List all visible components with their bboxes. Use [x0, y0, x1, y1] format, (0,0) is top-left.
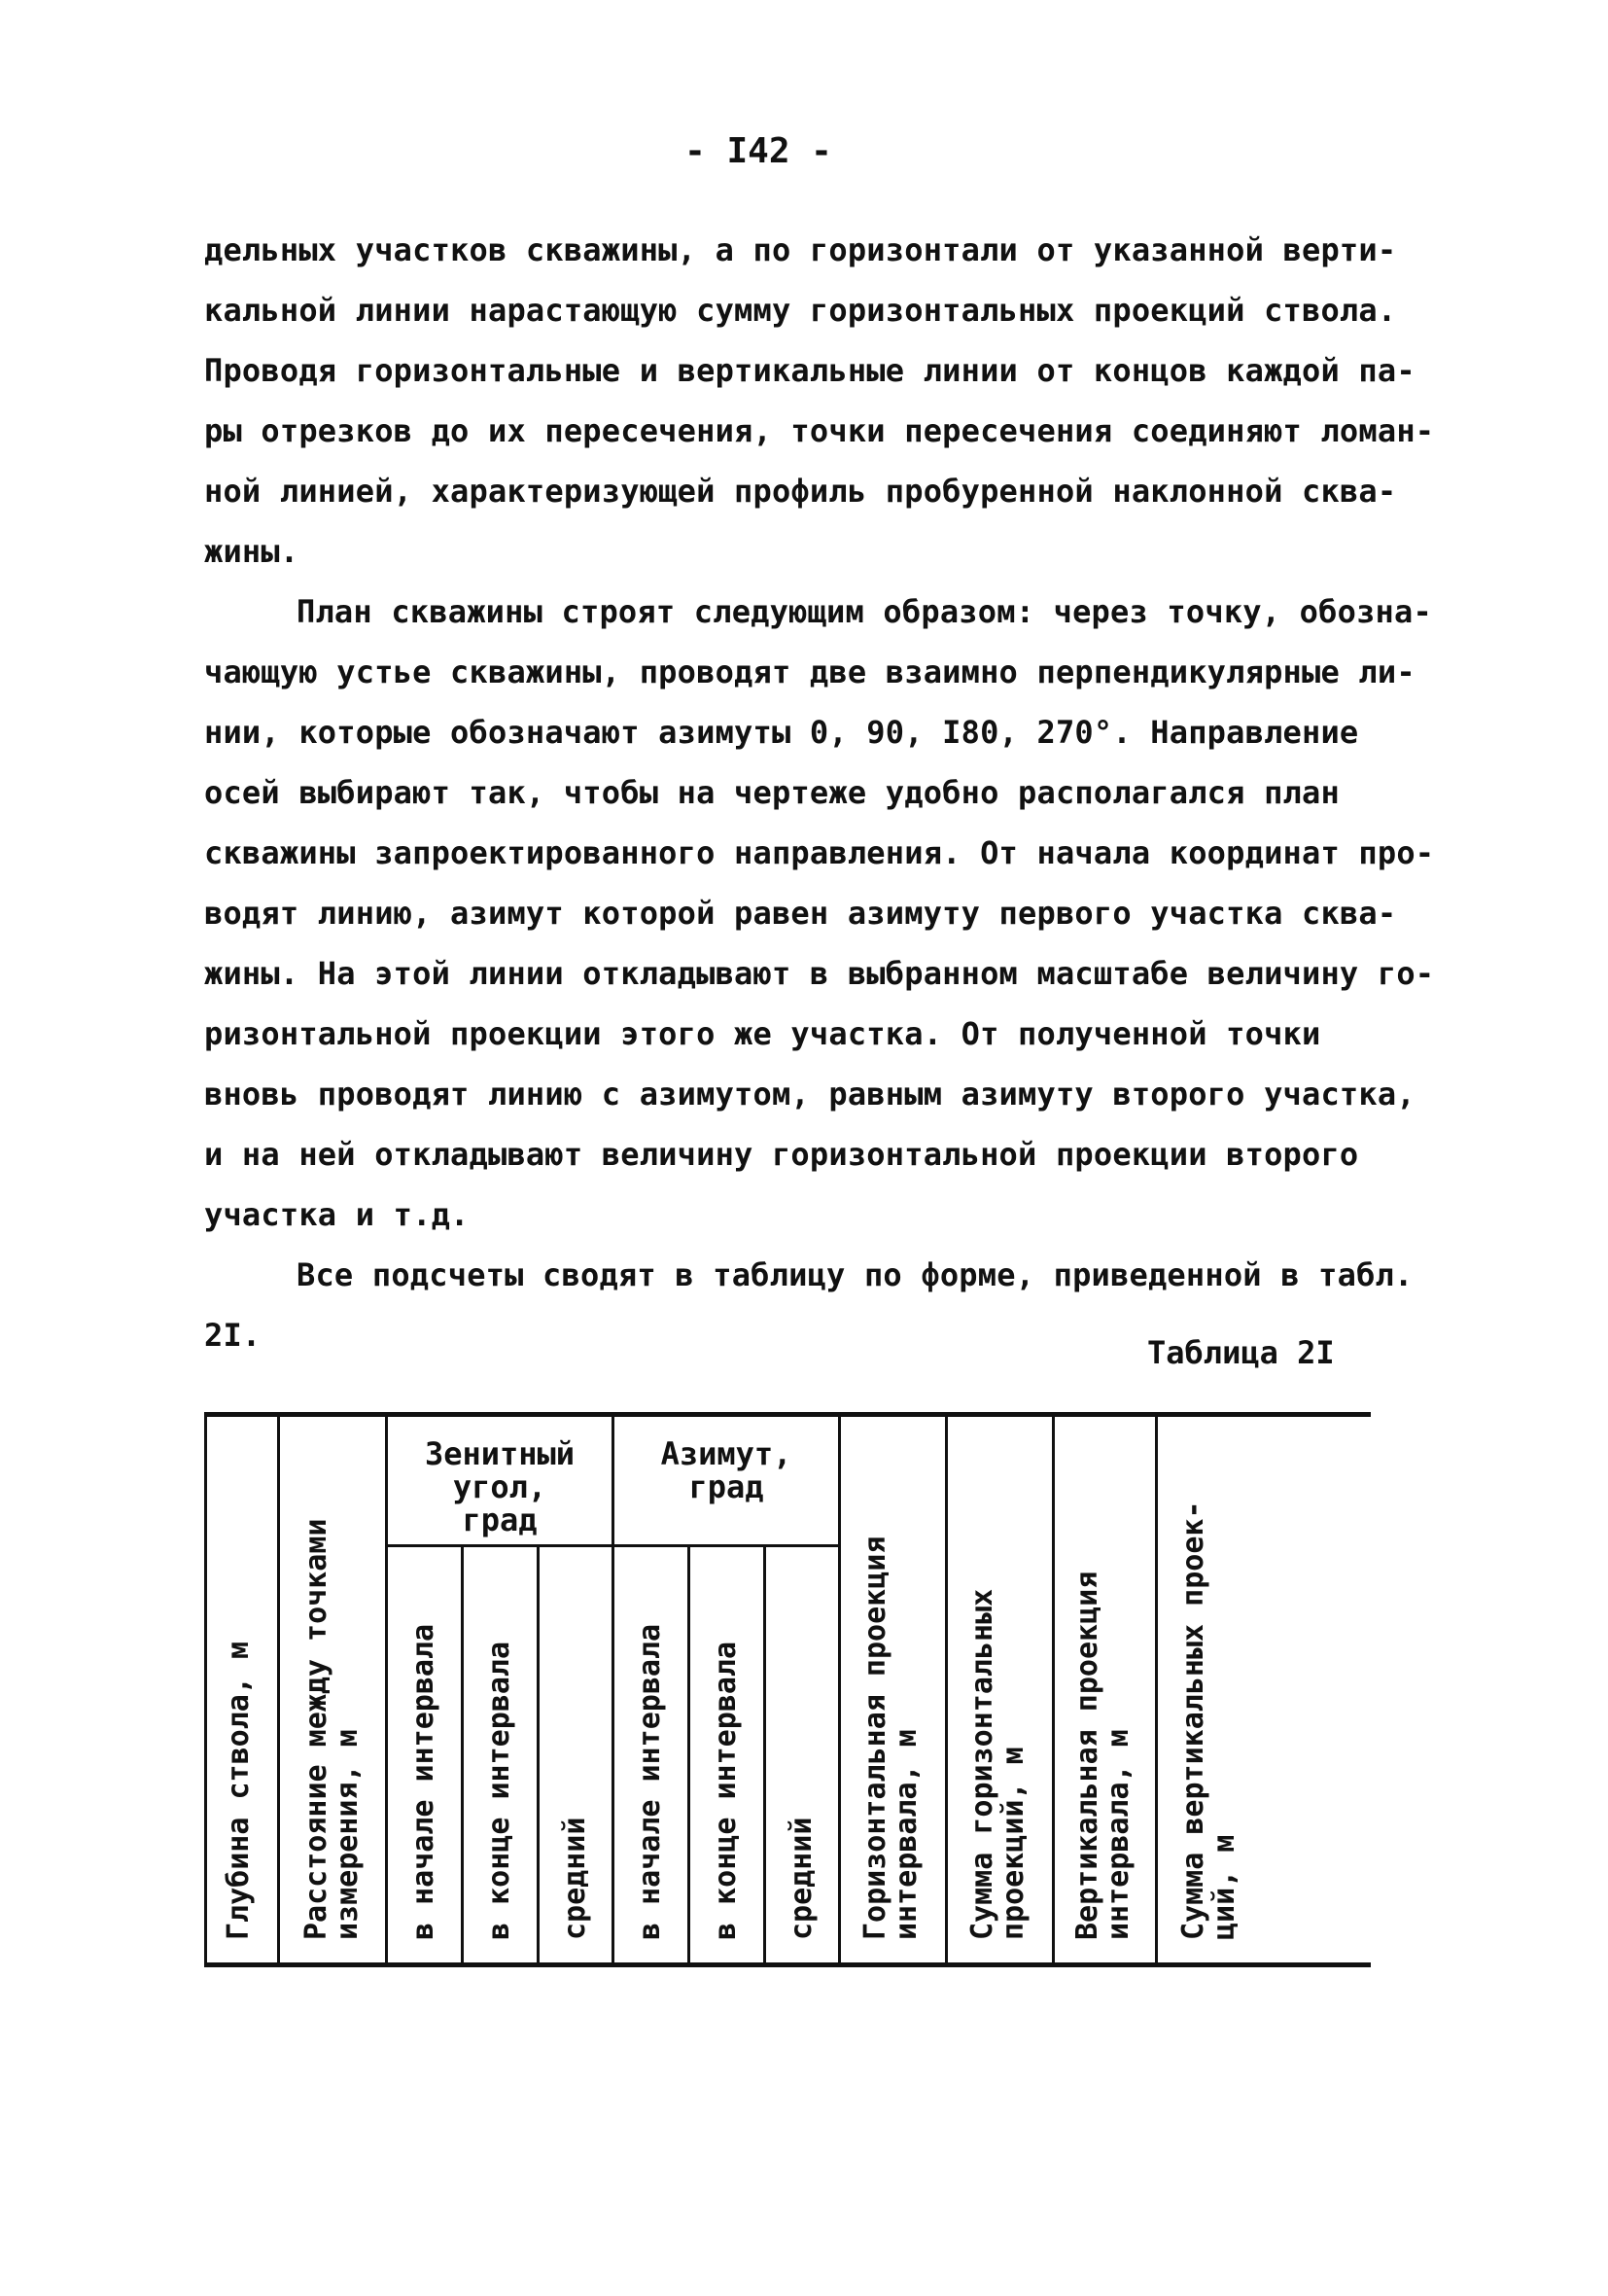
- text-line: дельных участков скважины, а по горизонтали от указанной верти-: [204, 231, 1397, 268]
- zenith-start-header: в начале интервала: [406, 1623, 440, 1940]
- text-line: нии, которые обозначают азимуты 0, 90, I80, 270°. Направление: [204, 714, 1359, 751]
- text-line: План скважины строят следующим образом: через точку, обозна-: [297, 593, 1432, 630]
- text-line: вновь проводят линию с азимутом, равным азимуту второго участка,: [204, 1076, 1416, 1113]
- text-line: осей выбирают так, чтобы на чертеже удобно располагался план: [204, 774, 1340, 811]
- distance-column-header: Расстояние между точками измерения, м: [299, 1518, 365, 1940]
- text-line: 2I.: [204, 1317, 262, 1354]
- text-line: водят линию, азимут которой равен азимуту первого участка сква-: [204, 895, 1397, 932]
- text-line: жины. На этой линии откладывают в выбранном масштабе величину го-: [204, 955, 1435, 992]
- text-line: и на ней откладывают величину горизонтальной проекции второго: [204, 1136, 1359, 1173]
- text-line: ры отрезков до их пересечения, точки пересечения соединяют ломан-: [204, 412, 1435, 449]
- text-line: участка и т.д.: [204, 1196, 470, 1233]
- azimuth-start-header: в начале интервала: [633, 1623, 667, 1940]
- sum-horizontal-projections-header: Сумма горизонтальных проекций, м: [965, 1588, 1031, 1940]
- azimuth-group-header: Азимут, град: [660, 1435, 792, 1505]
- zenith-group-header: Зенитный угол, град: [424, 1435, 576, 1538]
- table-bottom-rule: [204, 1962, 1371, 1967]
- zenith-average-header: средний: [558, 1817, 592, 1940]
- azimuth-end-header: в конце интервала: [709, 1641, 743, 1940]
- page-number: - I42 -: [684, 131, 832, 171]
- horizontal-projection-header: Горизонтальная проекция интервала, м: [858, 1536, 924, 1940]
- text-line: жины.: [204, 533, 299, 570]
- vertical-projection-header: Вертикальная проекция интервала, м: [1070, 1571, 1136, 1940]
- sum-vertical-projections-header: Сумма вертикальных проек- ций, м: [1176, 1501, 1241, 1940]
- depth-column-header: Глубина ствола, м: [222, 1641, 256, 1940]
- text-line: Проводя горизонтальные и вертикальные линии от концов каждой па-: [204, 352, 1416, 389]
- text-line: Все подсчеты сводят в таблицу по форме, приведенной в табл.: [297, 1256, 1414, 1293]
- text-line: чающую устье скважины, проводят две взаимно перпендикулярные ли-: [204, 653, 1416, 690]
- table-caption: Таблица 2I: [1147, 1334, 1335, 1371]
- text-line: ной линией, характеризующей профиль пробуренной наклонной сква-: [204, 473, 1397, 510]
- text-line: ризонтальной проекции этого же участка. От полученной точки: [204, 1015, 1321, 1052]
- table-top-rule: [204, 1412, 1371, 1417]
- azimuth-average-header: средний: [785, 1817, 819, 1940]
- zenith-end-header: в конце интервала: [482, 1641, 516, 1940]
- text-line: скважины запроектированного направления. От начала координат про-: [204, 834, 1435, 871]
- text-line: кальной линии нарастающую сумму горизонтальных проекций ствола.: [204, 292, 1397, 329]
